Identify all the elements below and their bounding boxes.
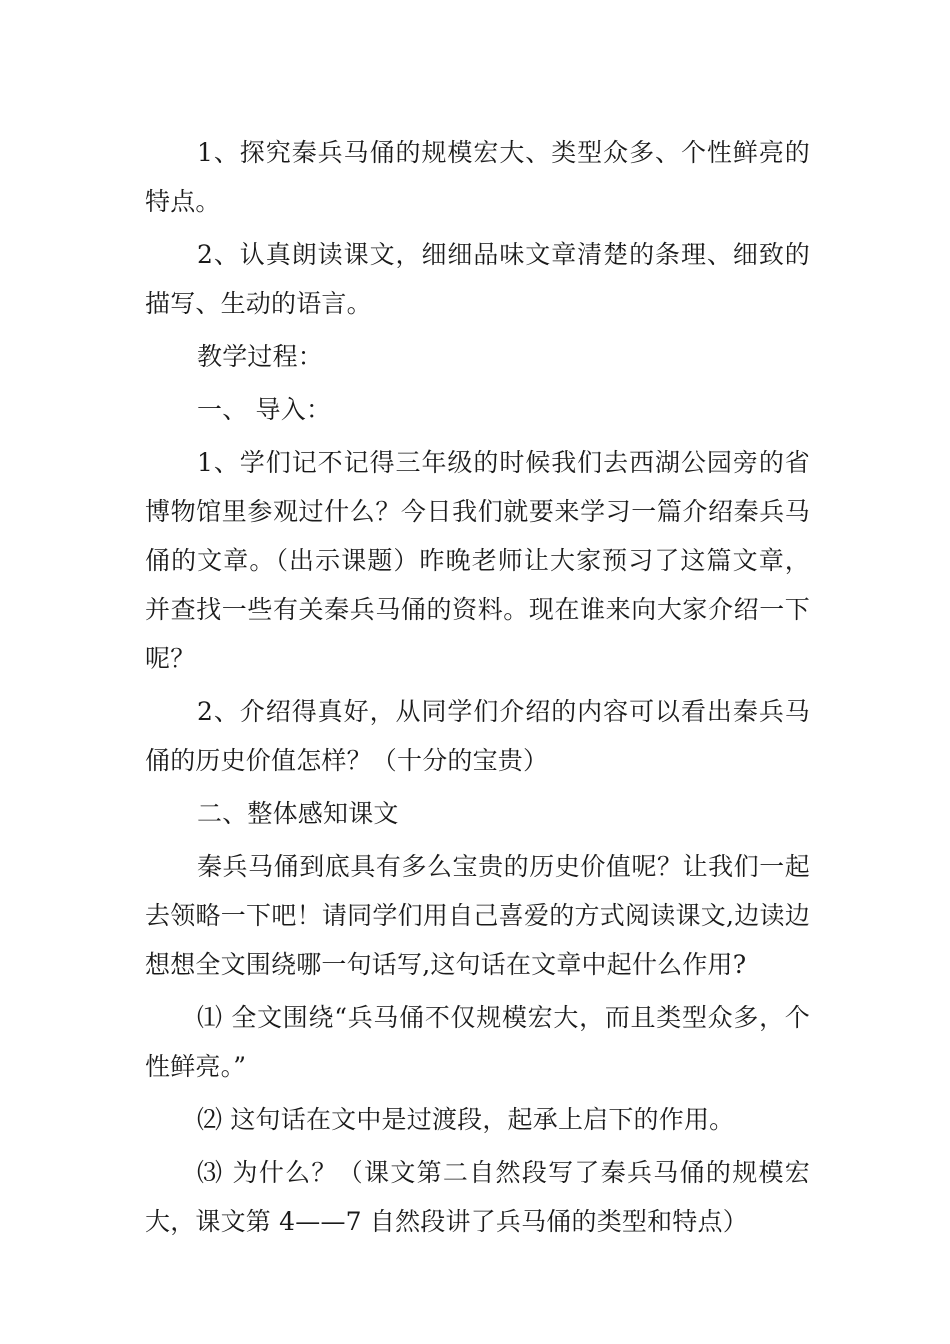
introduction-step-1: 1、学们记不记得三年级的时候我们去西湖公园旁的省博物馆里参观过什么？今日我们就要来学习一篇介绍秦兵马俑的文章。（出示课题）昨晚老师让大家预习了这篇文章，并查找一些有关秦兵马俑的资料。现在谁来向大家介绍一下呢？	[145, 448, 810, 673]
answer-point-3: ⑶ 为什么？（课文第二自然段写了秦兵马俑的规模宏大，课文第 4——7 自然段讲了兵马俑的类型和特点）	[145, 1158, 810, 1236]
answer-point-1: ⑴ 全文围绕“兵马俑不仅规模宏大，而且类型众多，个性鲜亮。”	[145, 1003, 810, 1081]
section-heading-overall-perception: 二、整体感知课文	[197, 799, 399, 828]
objective-2: 2、认真朗读课文，细细品味文章清楚的条理、细致的描写、生动的语言。	[145, 240, 810, 318]
answer-point-2: ⑵ 这句话在文中是过渡段，起承上启下的作用。	[197, 1105, 735, 1134]
objective-1: 1、探究秦兵马俑的规模宏大、类型众多、个性鲜亮的特点。	[145, 138, 810, 216]
document-body	[145, 128, 810, 1250]
introduction-step-2: 2、介绍得真好，从同学们介绍的内容可以看出秦兵马俑的历史价值怎样？（十分的宝贵）	[145, 697, 810, 775]
section-heading-teaching-process: 教学过程：	[197, 342, 324, 371]
section-heading-introduction: 一、 导入：	[197, 395, 332, 424]
overall-perception-question: 秦兵马俑到底具有多么宝贵的历史价值呢？让我们一起去领略一下吧！请同学们用自己喜爱的方式阅读课文,边读边想想全文围绕哪一句话写,这句话在文章中起什么作用?	[145, 852, 810, 979]
